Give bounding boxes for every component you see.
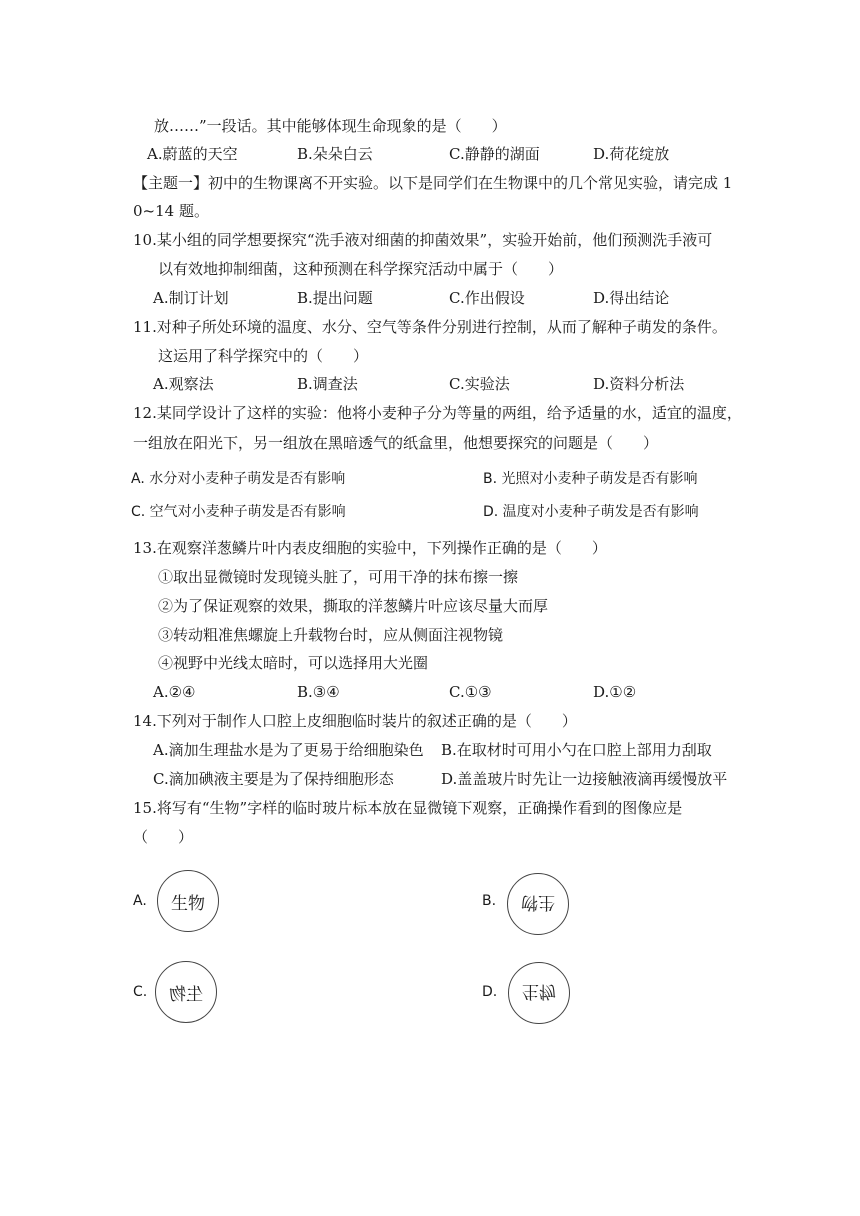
q13-option-c: C.①③ [449,683,492,701]
intro-option-c: C.静静的湖面 [449,145,540,163]
q11-stem-2: 这运用了科学探究中的（ ） [158,347,369,365]
intro-option-b: B.朵朵白云 [297,145,373,163]
q12-stem-1: 12.某同学设计了这样的实验：他将小麦种子分为等量的两组，给予适量的水，适宜的温度， [133,404,742,422]
q15-stem-2: （ ） [133,828,194,846]
q15-label-d: D. [482,984,498,1000]
q13-stem: 13.在观察洋葱鳞片叶内表皮细胞的实验中，下列操作正确的是（ ） [133,539,607,557]
q10-option-d: D.得出结论 [593,289,670,307]
q15-image-b [507,873,569,935]
q12-option-d: D. 温度对小麦种子萌发是否有影响 [483,504,699,520]
q13-item-1: ①取出显微镜时发现镜头脏了，可用干净的抹布擦一擦 [158,568,519,586]
q15-label-b: B. [482,893,497,909]
q15-image-d [508,962,570,1024]
q12-option-c: C. 空气对小麦种子萌发是否有影响 [131,504,346,520]
q15-label-a: A. [133,893,147,909]
q11-option-d: D.资料分析法 [593,375,685,393]
q11-stem-1: 11.对种子所处环境的温度、水分、空气等条件分别进行控制，从而了解种子萌发的条件。 [133,318,727,336]
q14-option-d: D.盖盖玻片时先让一边接触液滴再缓慢放平 [441,770,728,788]
q10-option-c: C.作出假设 [449,289,525,307]
q15-glyph-b: 生物 [521,891,555,912]
q10-stem-1: 10.某小组的同学想要探究“洗手液对细菌的抑菌效果”，实验开始前，他们预测洗手液可 [133,231,713,249]
q14-option-c: C.滴加碘液主要是为了保持细胞形态 [153,770,394,788]
q15-image-c [155,961,217,1023]
intro-option-a: A.蔚蓝的天空 [147,145,238,163]
q15-stem-1: 15.将写有“生物”字样的临时玻片标本放在显微镜下观察，正确操作看到的图像应是 [133,799,683,817]
q12-stem-2: 一组放在阳光下，另一组放在黑暗透气的纸盒里，他想要探究的问题是（ ） [133,434,659,452]
theme-line-2: 0~14 题。 [133,202,209,220]
intro-option-d: D.荷花绽放 [593,145,670,163]
theme-line-1: 【主题一】初中的生物课离不开实验。以下是同学们在生物课中的几个常见实验，请完成 1 [133,174,733,192]
q15-glyph-d: 生物 [522,980,556,1001]
q12-option-b: B. 光照对小麦种子萌发是否有影响 [483,471,698,487]
q15-glyph-c: 生物 [169,984,203,1005]
q11-option-b: B.调查法 [297,375,358,393]
q11-option-a: A.观察法 [153,375,214,393]
q13-item-4: ④视野中光线太暗时，可以选择用大光圈 [158,654,429,672]
q15-label-c: C. [133,984,148,1000]
q10-option-a: A.制订计划 [153,289,229,307]
intro-line: 放……”一段话。其中能够体现生命现象的是（ ） [154,117,507,135]
q13-option-b: B.③④ [297,683,340,701]
q12-option-a: A. 水分对小麦种子萌发是否有影响 [131,471,346,487]
q14-stem: 14.下列对于制作人口腔上皮细胞临时装片的叙述正确的是（ ） [133,712,577,730]
q11-option-c: C.实验法 [449,375,510,393]
q15-image-a [157,870,219,932]
q14-option-b: B.在取材时可用小勺在口腔上部用力刮取 [441,741,712,759]
q10-option-b: B.提出问题 [297,289,373,307]
q13-item-2: ②为了保证观察的效果，撕取的洋葱鳞片叶应该尽量大而厚 [158,597,549,615]
q15-glyph-a: 生物 [171,893,205,914]
q13-option-a: A.②④ [153,683,196,701]
q13-item-3: ③转动粗准焦螺旋上升载物台时，应从侧面注视物镜 [158,626,504,644]
q13-option-d: D.①② [593,683,637,701]
q10-stem-2: 以有效地抑制细菌，这种预测在科学探究活动中属于（ ） [158,260,564,278]
q14-option-a: A.滴加生理盐水是为了更易于给细胞染色 [153,741,424,759]
